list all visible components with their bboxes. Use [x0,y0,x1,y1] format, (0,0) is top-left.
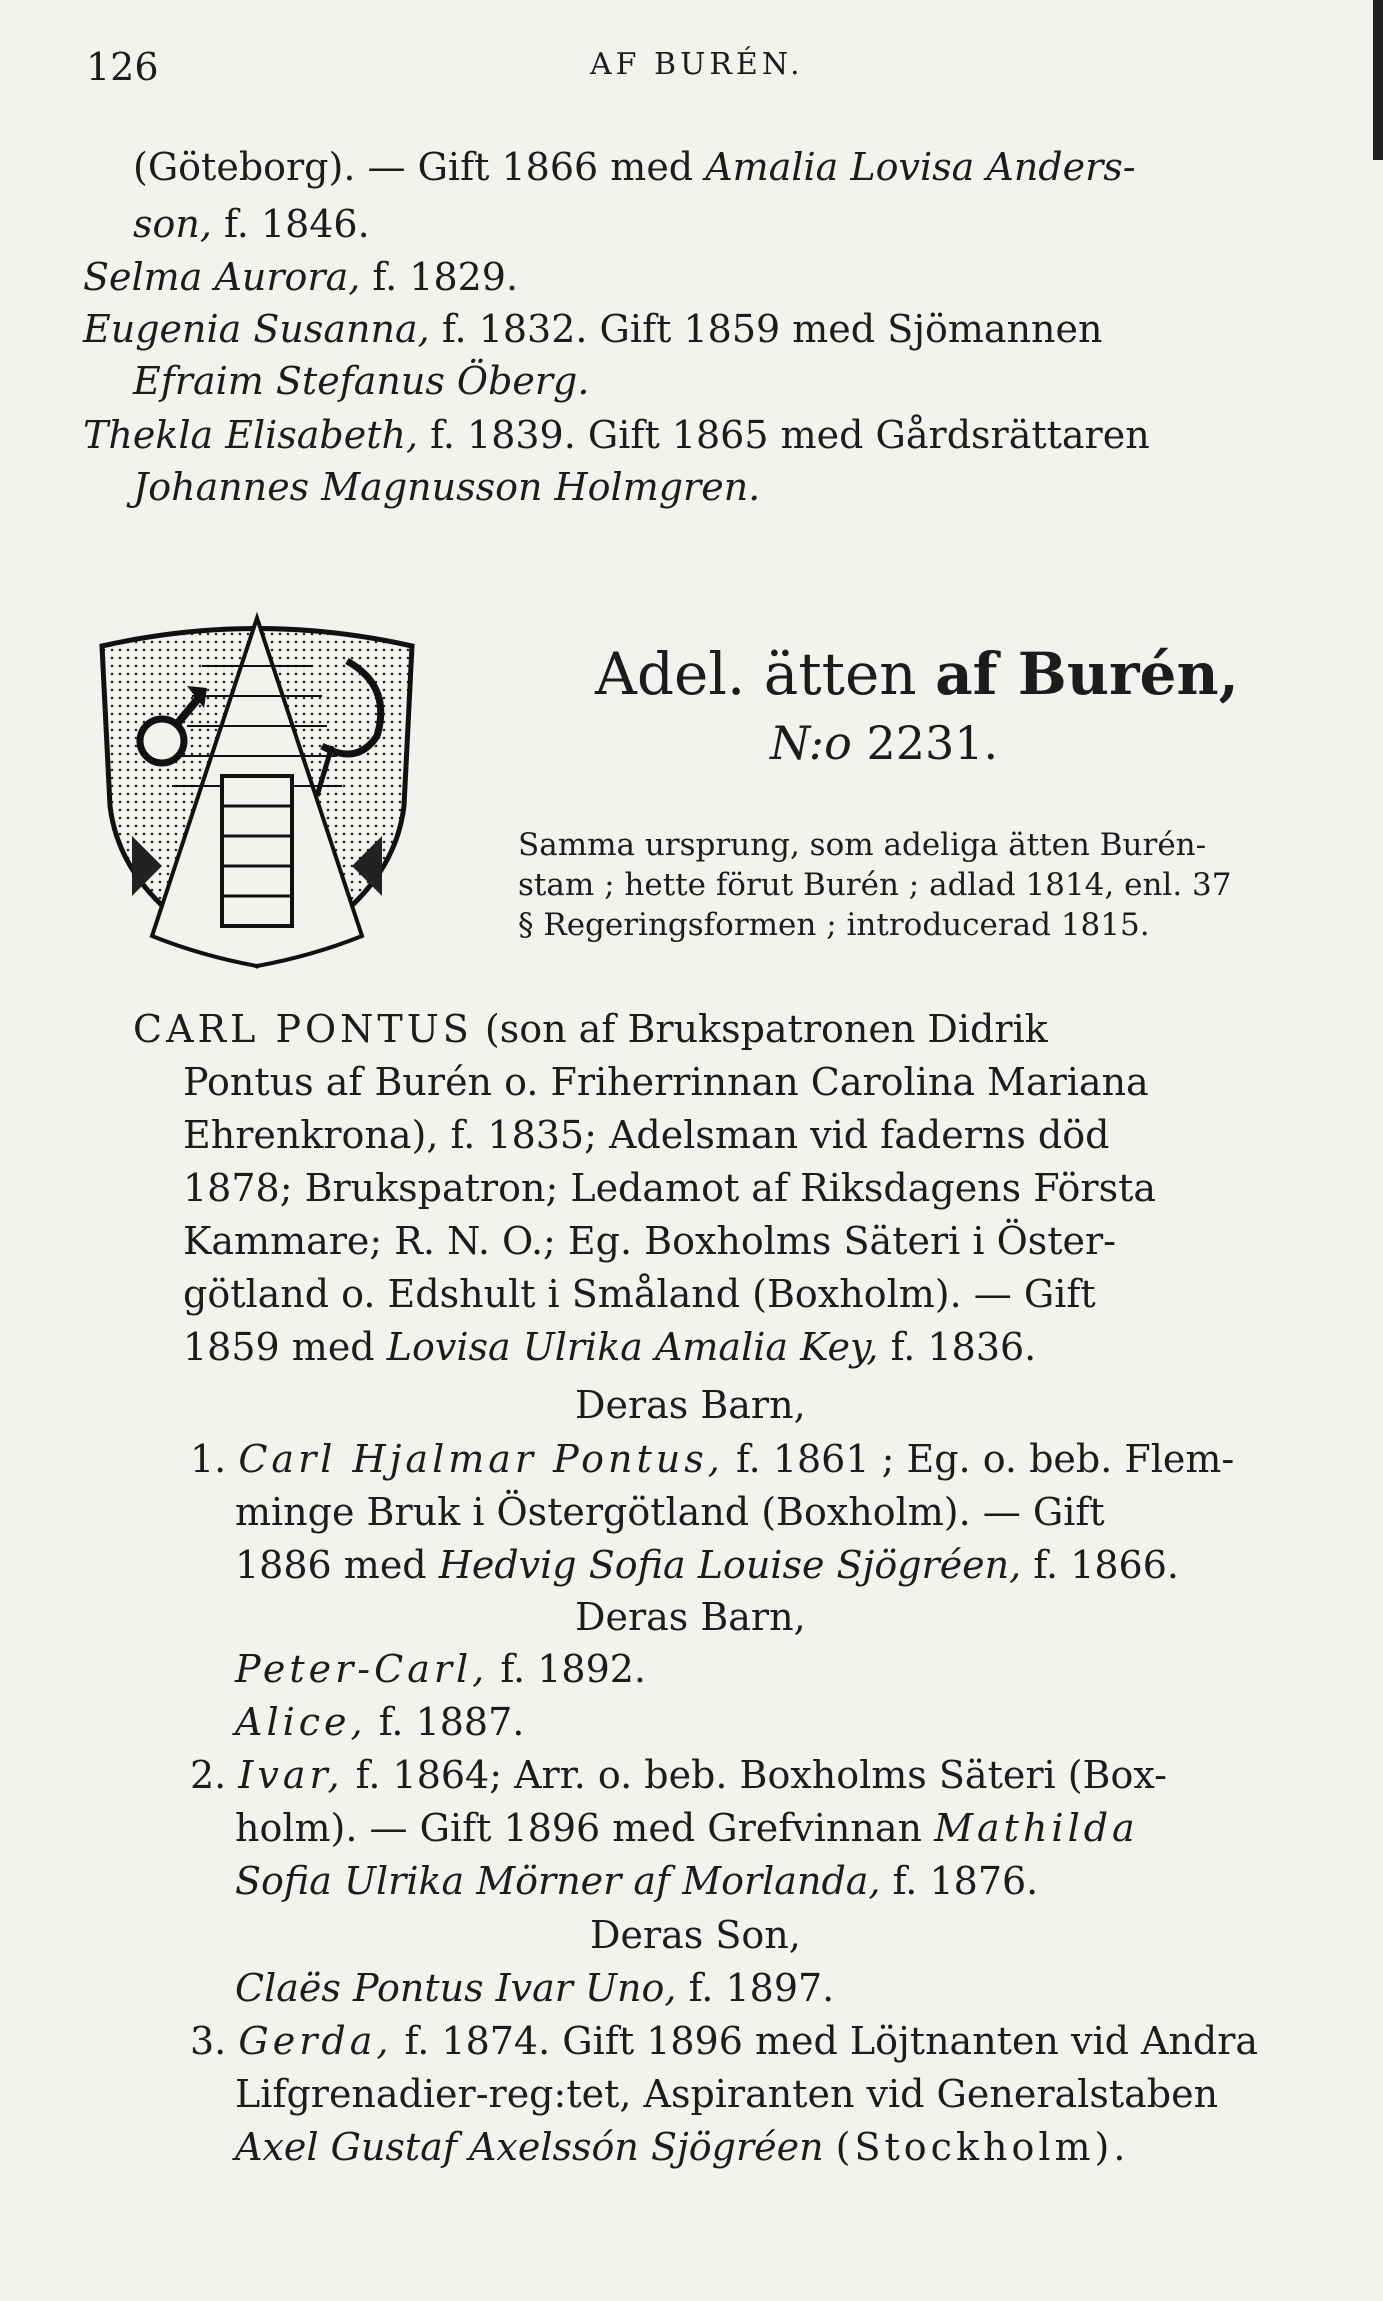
grandchild-name: Claës Pontus Ivar Uno, [235,1966,677,2010]
entry-text: f. 1839. Gift 1865 med Gårdsrättaren [430,413,1150,457]
origin-line-3: § Regeringsformen ; introducerad 1815. [518,907,1150,943]
entry-name: Thekla Elisabeth, [83,413,419,457]
children-heading: Deras Barn, [575,1383,806,1427]
entry-text: 1886 med [235,1543,427,1587]
family-title-prefix: Adel. ätten [595,640,917,708]
main-line-3: Ehrenkrona), f. 1835; Adelsman vid faderns död [183,1113,1110,1157]
entry-text: f. 1866. [1033,1543,1179,1587]
spouse-name: Lovisa Ulrika Amalia Key, [386,1325,879,1369]
family-name: af Burén, [935,640,1239,708]
page-number: 126 [86,45,159,89]
entry-text: f. 1874. Gift 1896 med Löjtnanten vid Andra [404,2019,1259,2063]
child-name: Gerda, [238,2019,393,2063]
entry-line-5: Efraim Stefanus Öberg. [133,359,590,403]
entry-text: f. 1876. [892,1859,1039,1903]
main-line-1 [133,1007,1048,1051]
child-1-line-2: minge Bruk i Östergötland (Boxholm). — Gift [235,1490,1105,1534]
number-value: 2231. [866,716,999,770]
child-number: 3. [190,2019,227,2063]
page-edge-shadow [1373,0,1383,160]
child-name: Ivar, [238,1753,344,1797]
child-3-line-1 [190,2019,1259,2063]
entry-text: (Stockholm). [835,2125,1130,2169]
child-name: Carl Hjalmar Pontus, [238,1437,724,1481]
entry-name: Selma Aurora, [83,255,361,299]
grandchild-name: Alice, [235,1700,367,1744]
child-1-line-1 [190,1437,1235,1481]
grandchild-name: Peter-Carl, [235,1647,489,1691]
child-2-line-1 [190,1753,1167,1797]
entry-text: f. 1897. [688,1966,835,2010]
entry-line-3 [83,255,519,299]
entry-text: (son af Brukspatronen Didrik [484,1007,1048,1051]
child-2-line-2 [235,1806,1139,1850]
spouse-name: Sofia Ulrika Mörner af Morlanda, [235,1859,881,1903]
entry-name: Eugenia Susanna, [83,307,430,351]
entry-text: f. 1832. Gift 1859 med Sjömannen [441,307,1103,351]
entry-line-6 [83,413,1150,457]
family-title [595,640,1239,708]
child-3-line-2: Lifgrenadier-reg:tet, Aspiranten vid Generalstaben [235,2072,1219,2116]
entry-name: Amalia Lovisa Anders- [705,145,1136,189]
main-line-4: 1878; Brukspatron; Ledamot af Riksdagens Första [183,1166,1156,1210]
child-number: 1. [190,1437,227,1481]
entry-name: son, [133,202,212,246]
entry-line-1 [133,145,1136,189]
entry-text: 1859 med [183,1325,375,1369]
entry-text: f. 1887. [378,1700,525,1744]
grandchildren-heading-1: Deras Barn, [575,1595,806,1639]
family-number [770,716,999,770]
entry-text: f. 1846. [224,202,370,246]
origin-line-1: Samma ursprung, som adeliga ätten Burén- [518,827,1207,863]
child-2-line-3 [235,1859,1039,1903]
entry-text: holm). — Gift 1896 med Grefvinnan [235,1806,923,1850]
child-3-line-3 [235,2125,1130,2169]
spouse-name: Hedvig Sofia Louise Sjögréen, [438,1543,1022,1587]
entry-line-4 [83,307,1103,351]
number-label: N:o [770,716,852,770]
entry-text: (Göteborg). — Gift 1866 med [133,145,694,189]
entry-line-7: Johannes Magnusson Holmgren. [133,465,761,509]
grandchild-2 [235,1700,525,1744]
running-title: AF BURÉN. [590,47,804,82]
entry-text: f. 1836. [890,1325,1037,1369]
entry-text: f. 1892. [500,1647,646,1691]
coat-of-arms-image [92,606,422,976]
entry-text: f. 1861 ; Eg. o. beb. Flem- [735,1437,1235,1481]
spouse-name: Axel Gustaf Axelssón Sjögréen [235,2125,824,2169]
entry-text: f. 1864; Arr. o. beb. Boxholms Säteri (Box- [355,1753,1167,1797]
main-line-5: Kammare; R. N. O.; Eg. Boxholms Säteri i Öster- [183,1219,1117,1263]
person-name: CARL PONTUS [133,1007,473,1051]
origin-line-2: stam ; hette förut Burén ; adlad 1814, enl. 37 [518,867,1232,903]
main-line-6: götland o. Edshult i Småland (Boxholm). — Gift [183,1272,1096,1316]
grandchild-1 [235,1647,646,1691]
spouse-name: Mathilda [934,1806,1139,1850]
grandchild-3 [235,1966,835,2010]
child-1-line-3 [235,1543,1179,1587]
main-line-2: Pontus af Burén o. Friherrinnan Carolina Mariana [183,1060,1149,1104]
entry-text: f. 1829. [372,255,519,299]
main-line-7 [183,1325,1037,1369]
child-number: 2. [190,1753,227,1797]
entry-line-2 [133,202,370,246]
son-heading: Deras Son, [590,1913,801,1957]
